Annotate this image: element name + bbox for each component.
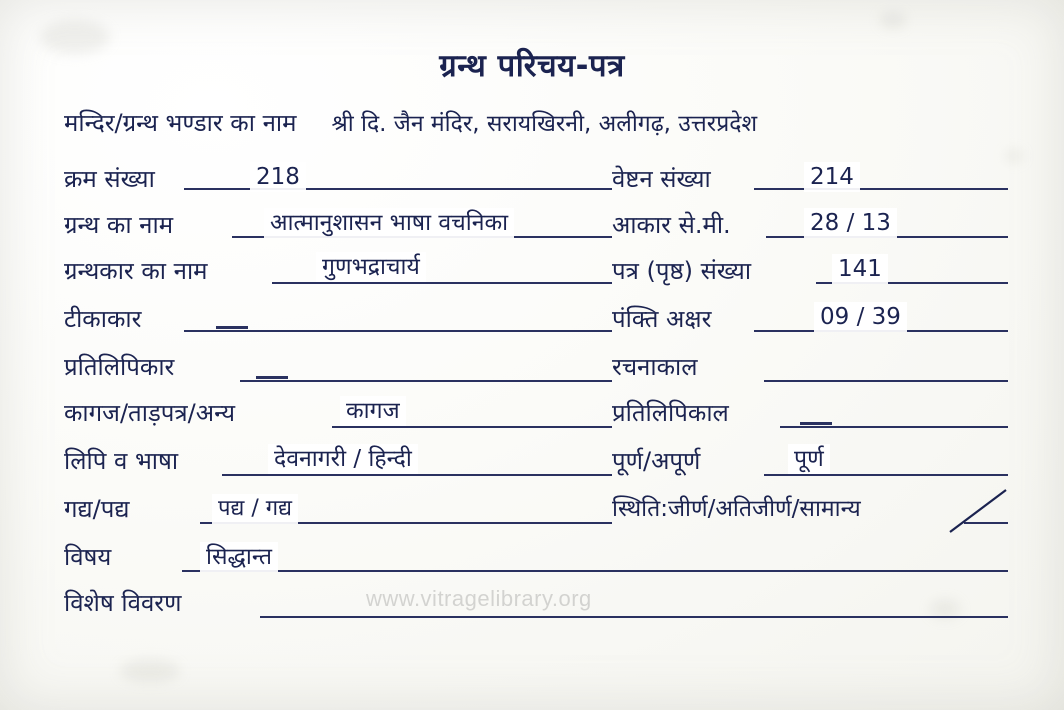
field-rule [222,474,612,476]
field-label-purna-apurna: पूर्ण/अपूर्ण [612,447,701,475]
field-label-vishay: विषय [64,543,112,571]
field-value-purna-apurna: पूर्ण [788,444,830,474]
field-rule [964,522,1008,524]
field-value-veshtan-sankhya: 214 [804,162,860,192]
field-label-pankti-akshar: पंक्ति अक्षर [612,305,712,333]
table-row [64,300,1008,346]
field-value-granthkar: गुणभद्राचार्य [316,252,426,282]
field-label-veshtan-sankhya: वेष्टन संख्या [612,165,711,193]
paper-blemish [880,12,906,28]
table-row [64,348,1008,394]
field-rule [260,616,1008,618]
field-rule [764,380,1008,382]
page-title: ग्रन्थ परिचय-पत्र [439,48,625,84]
field-label-lipi-bhasha: लिपि व भाषा [64,447,179,475]
table-row [64,206,1008,252]
field-value-granth-ka-nam: आत्मानुशासन भाषा वचनिका [264,208,514,238]
field-value-kagaj-tadpatra: कागज [340,396,406,426]
temple-name-row [64,108,1044,139]
field-rule [184,330,612,332]
table-row [64,584,1008,630]
field-value-krama-sankhya: 218 [250,162,306,192]
field-rule [780,426,1008,428]
field-blank-dash [216,326,248,329]
field-value-lipi-bhasha: देवनागरी / हिन्दी [268,444,418,474]
field-label-kagaj-tadpatra: कागज/ताड़पत्र/अन्य [64,399,236,427]
field-label-patra-sankhya: पत्र (पृष्ठ) संख्या [612,257,752,285]
field-rule [332,426,612,428]
sthiti-strike-mark [944,486,1014,538]
field-label-granthkar: ग्रन्थकार का नाम [64,257,208,285]
field-label-granth-ka-nam: ग्रन्थ का नाम [64,211,174,239]
field-rule [764,474,1008,476]
field-label-tikakar: टीकाकार [64,305,142,333]
field-label-gadya-padya: गद्य/पद्य [64,495,130,523]
table-row [64,394,1008,440]
table-row [64,538,1008,584]
field-blank-dash [800,422,832,425]
paper-blemish [120,660,180,682]
field-value-gadya-padya: पद्य / गद्य [212,494,298,524]
field-label-krama-sankhya: क्रम संख्या [64,165,155,193]
table-row [64,160,1008,206]
table-row [64,252,1008,298]
field-rule [272,282,612,284]
temple-name-value: श्री दि. जैन मंदिर, सरायखिरनी, अलीगढ़, उत्तरप्रदेश [331,111,758,137]
field-rule [240,380,612,382]
field-blank-dash [256,376,288,379]
field-value-patra-sankhya: 141 [832,254,888,284]
field-rule [184,188,612,190]
field-label-vishesh-vivaran: विशेष विवरण [64,589,182,617]
table-row [64,490,1008,536]
table-row [64,442,1008,488]
field-label-sthiti: स्थिति:जीर्ण/अतिजीर्ण/सामान्य [612,496,861,522]
temple-name-label: मन्दिर/ग्रन्थ भण्डार का नाम [64,109,297,137]
watermark: www.vitragelibrary.org [366,586,592,611]
field-label-pratilipikal: प्रतिलिपिकाल [612,399,729,427]
field-value-pankti-akshar: 09 / 39 [814,302,907,332]
field-rule [182,570,1008,572]
field-label-rachnakal: रचनाकाल [612,353,698,381]
field-value-akar: 28 / 13 [804,208,897,238]
field-label-akar: आकार से.मी. [612,211,731,239]
field-rule [754,188,1008,190]
field-value-vishay: सिद्धान्त [200,542,278,572]
field-label-pratilipikar: प्रतिलिपिकार [64,353,175,381]
